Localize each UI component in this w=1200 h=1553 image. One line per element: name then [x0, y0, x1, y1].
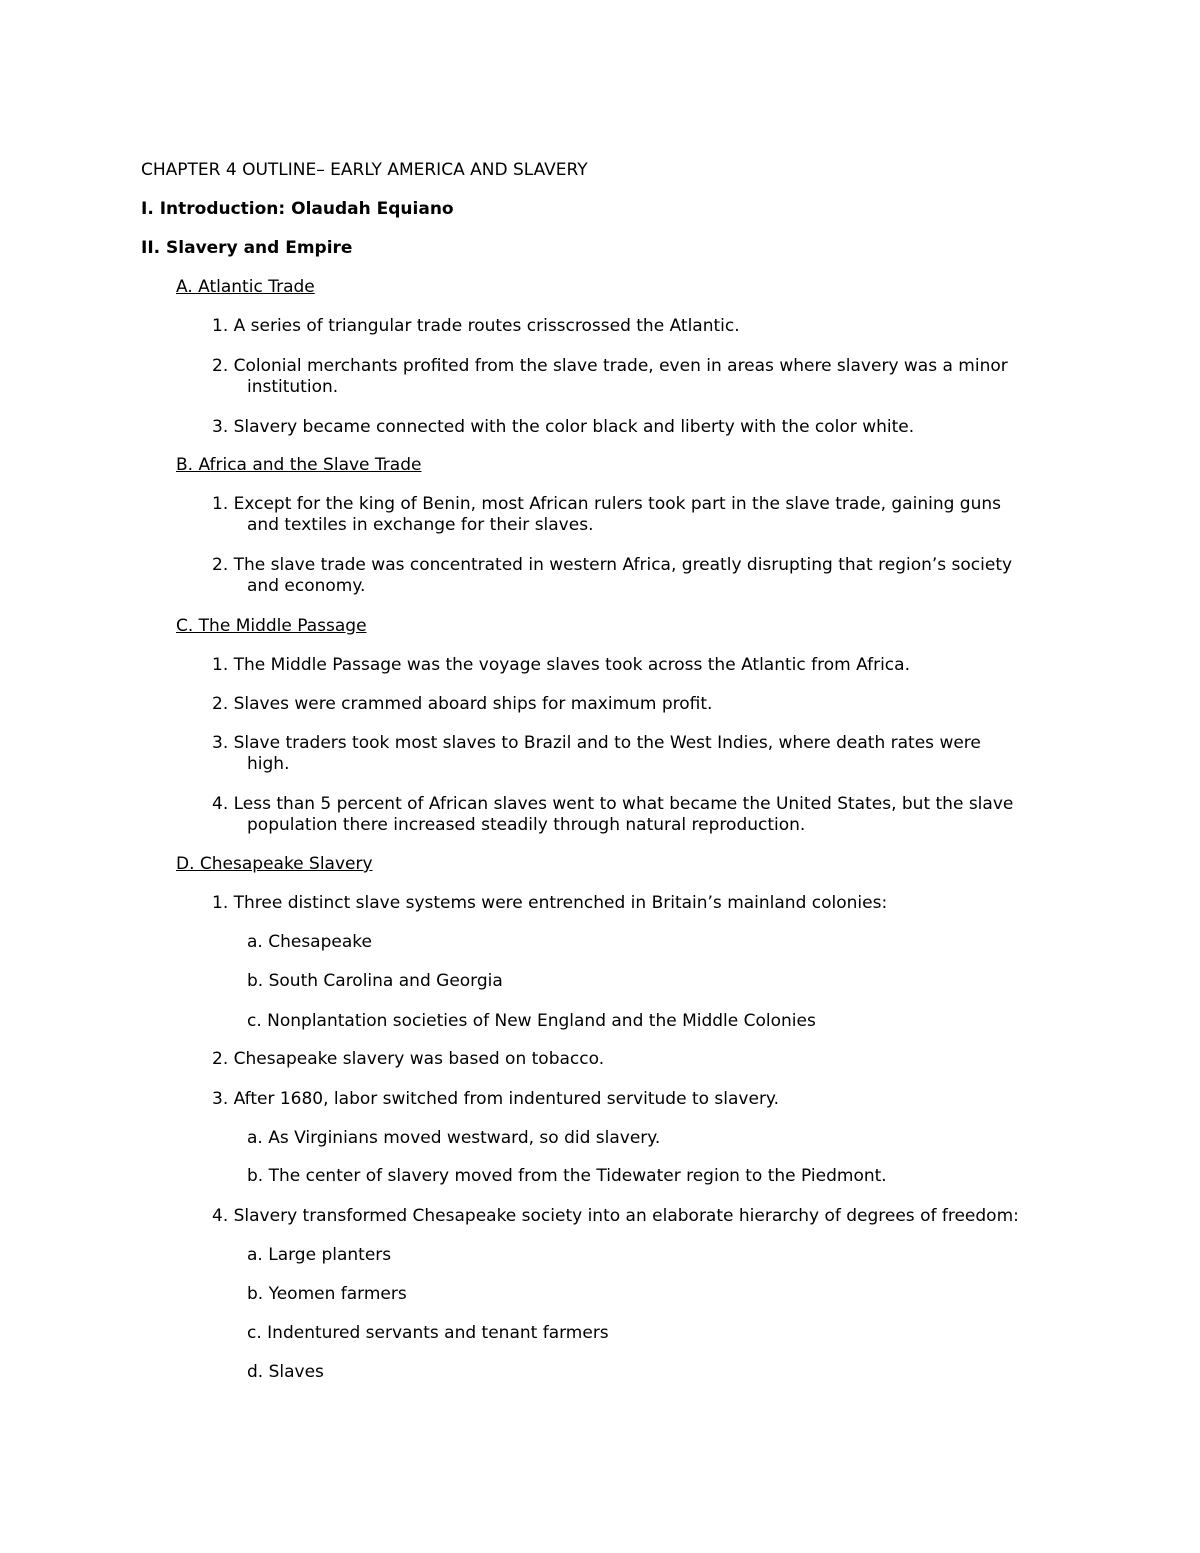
list-item: 3. After 1680, labor switched from indentured servitude to slavery. [212, 1089, 779, 1109]
sub-list-item: a. Large planters [247, 1245, 392, 1265]
list-item: 1. Except for the king of Benin, most African rulers took part in the slave trade, gaining guns [212, 494, 1001, 514]
list-item: 4. Less than 5 percent of African slaves went to what became the United States, but the slave [212, 794, 1014, 814]
list-item: 2. Slaves were crammed aboard ships for maximum profit. [212, 694, 713, 714]
list-item-continuation: high. [247, 754, 290, 774]
list-item: 1. A series of triangular trade routes crisscrossed the Atlantic. [212, 316, 740, 336]
list-item: 2. Chesapeake slavery was based on tobacco. [212, 1049, 605, 1069]
sub-list-item: a. As Virginians moved westward, so did slavery. [247, 1128, 661, 1148]
list-item: 3. Slavery became connected with the color black and liberty with the color white. [212, 417, 915, 437]
sub-list-item: c. Nonplantation societies of New England and the Middle Colonies [247, 1011, 816, 1031]
sub-list-item: b. Yeomen farmers [247, 1284, 407, 1304]
list-item-continuation: and textiles in exchange for their slaves. [247, 515, 594, 535]
section-heading-atlantic-trade: A. Atlantic Trade [176, 277, 315, 297]
document-title: CHAPTER 4 OUTLINE– EARLY AMERICA AND SLAVERY [141, 160, 588, 180]
list-item: 4. Slavery transformed Chesapeake society into an elaborate hierarchy of degrees of freedom: [212, 1206, 1019, 1226]
list-item: 1. The Middle Passage was the voyage slaves took across the Atlantic from Africa. [212, 655, 910, 675]
sub-list-item: a. Chesapeake [247, 932, 372, 952]
list-item-continuation: institution. [247, 377, 339, 397]
sub-list-item: b. South Carolina and Georgia [247, 971, 503, 991]
section-heading-middle-passage: C. The Middle Passage [176, 616, 367, 636]
section-heading-africa-slave-trade: B. Africa and the Slave Trade [176, 455, 422, 475]
section-heading-chesapeake-slavery: D. Chesapeake Slavery [176, 854, 373, 874]
list-item-continuation: population there increased steadily through natural reproduction. [247, 815, 806, 835]
list-item: 1. Three distinct slave systems were entrenched in Britain’s mainland colonies: [212, 893, 888, 913]
list-item: 2. The slave trade was concentrated in western Africa, greatly disrupting that region’s society [212, 555, 1013, 575]
list-item: 3. Slave traders took most slaves to Brazil and to the West Indies, where death rates were [212, 733, 981, 753]
list-item-continuation: and economy. [247, 576, 366, 596]
list-item: 2. Colonial merchants profited from the slave trade, even in areas where slavery was a minor [212, 356, 1008, 376]
heading-introduction: I. Introduction: Olaudah Equiano [141, 199, 454, 219]
sub-list-item: b. The center of slavery moved from the Tidewater region to the Piedmont. [247, 1166, 887, 1186]
sub-list-item: c. Indentured servants and tenant farmers [247, 1323, 609, 1343]
heading-slavery-and-empire: II. Slavery and Empire [141, 238, 353, 258]
sub-list-item: d. Slaves [247, 1362, 324, 1382]
